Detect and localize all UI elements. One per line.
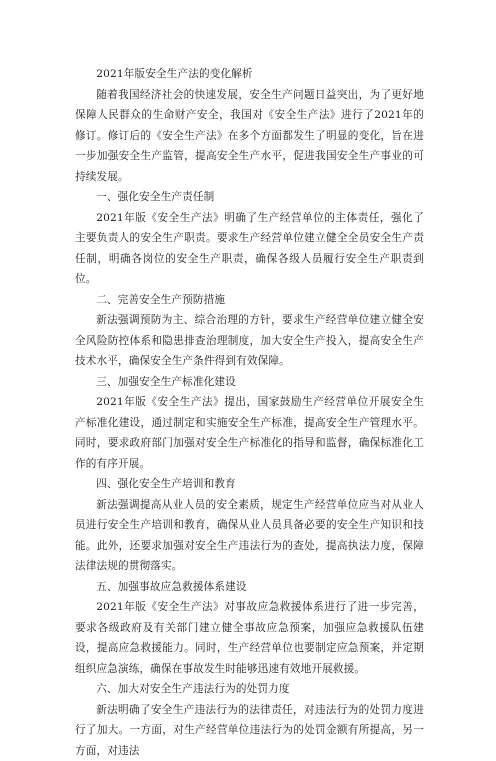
section-heading-4: 四、强化安全生产培训和教育 — [75, 474, 424, 495]
section-heading-3: 三、加强安全生产标准化建设 — [75, 372, 424, 393]
document-page — [75, 64, 424, 761]
section-heading-2: 二、完善安全生产预防措施 — [75, 290, 424, 311]
section-body-6: 新法明确了安全生产违法行为的法律责任，对违法行为的处罚力度进行了加大。一方面，对生产经营单位违法行为的处罚金额有所提高，另一方面，对违法 — [75, 700, 424, 761]
document-title: 2021年版安全生产法的变化解析 — [75, 64, 424, 85]
section-heading-1: 一、强化安全生产责任制 — [75, 187, 424, 208]
section-heading-5: 五、加强事故应急救援体系建设 — [75, 577, 424, 598]
section-body-2: 新法强调预防为主、综合治理的方针，要求生产经营单位建立健全安全风险防控体系和隐患排查治理制度，加大安全生产投入，提高安全生产技术水平，确保安全生产条件得到有效保障。 — [75, 310, 424, 372]
section-body-5: 2021年版《安全生产法》对事故应急救援体系进行了进一步完善，要求各级政府及有关部门建立健全事故应急预案，加强应急救援队伍建设，提高应急救援能力。同时，生产经营单位也要制定应急预案，并定期组织应急演练，确保在事故发生时能够迅速有效地开展救援。 — [75, 597, 424, 679]
section-body-4: 新法强调提高从业人员的安全素质，规定生产经营单位应当对从业人员进行安全生产培训和教育，确保从业人员具备必要的安全生产知识和技能。此外，还要求加强对安全生产违法行为的查处，提高执法力度，保障法律法规的贯彻落实。 — [75, 495, 424, 577]
section-body-3: 2021年版《安全生产法》提出，国家鼓励生产经营单位开展安全生产标准化建设，通过制定和实施安全生产标准，提高安全生产管理水平。同时，要求政府部门加强对安全生产标准化的指导和监督，确保标准化工作的有序开展。 — [75, 392, 424, 474]
intro-paragraph: 随着我国经济社会的快速发展，安全生产问题日益突出，为了更好地保障人民群众的生命财产安全，我国对《安全生产法》进行了2021年的修订。修订后的《安全生产法》在多个方面都发生了明显的变化，旨在进一步加强安全生产监管，提高安全生产水平，促进我国安全生产事业的可持续发展。 — [75, 85, 424, 188]
section-body-1: 2021年版《安全生产法》明确了生产经营单位的主体责任，强化了主要负责人的安全生产职责。要求生产经营单位建立健全全员安全生产责任制，明确各岗位的安全生产职责，确保各级人员履行安全生产职责到位。 — [75, 208, 424, 290]
section-heading-6: 六、加大对安全生产违法行为的处罚力度 — [75, 679, 424, 700]
